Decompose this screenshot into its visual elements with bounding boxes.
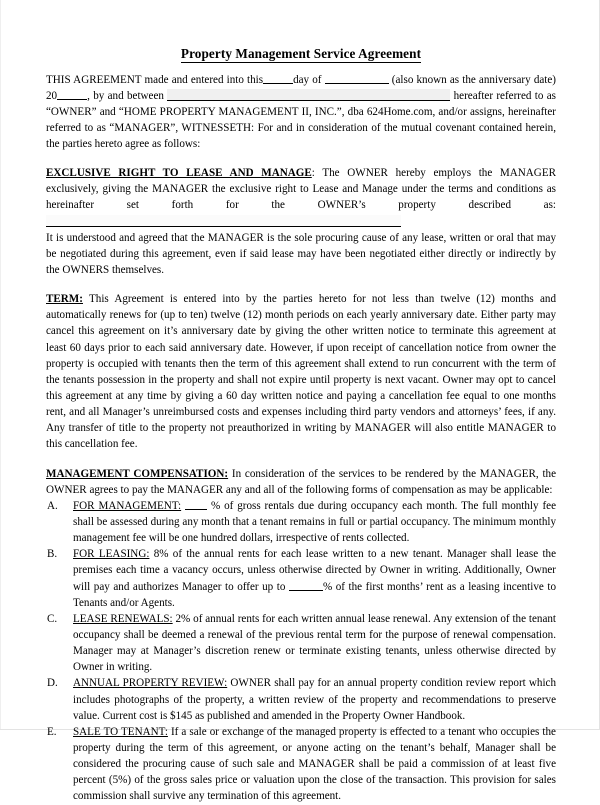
list-item-text: % of gross rentals due during occupancy each month. The full monthly fee shall be assessed during any month that a tenant remains in full or partial occupancy. The minimum monthly management fee will be one hundred dollars, irrespective of rents collected. [73, 499, 557, 545]
section-management-compensation-heading: MANAGEMENT COMPENSATION: [46, 467, 229, 480]
spacer [46, 152, 556, 165]
intro-line-c: (also known as the anniversary date) 20 [46, 73, 556, 102]
list-item-marker: D. [47, 677, 58, 690]
year-blank[interactable] [57, 88, 87, 99]
section-exclusive-right-body2: It is understood and agreed that the MANAGER is the sole procuring cause of any lease, written or oral that may be negotiated during this agreement, even if said lease may have been negotiated either directly or indirectly by the OWNERS themselves. [46, 231, 556, 277]
list-item [46, 611, 556, 676]
list-item-label: LEASE RENEWALS: [73, 612, 173, 625]
day-blank[interactable] [263, 72, 293, 83]
list-item-text: 2% of annual rents for each written annual lease renewal. Any extension of the tenant occupancy shall be deemed a renewal of the previous rental term for the purpose of renewal compensation. Manager may at Manager’s discretion renew or terminate existing tenants, unless otherwise directed by Owner in writing. [73, 612, 557, 674]
list-item [46, 675, 556, 723]
section-management-compensation-body: In consideration of the services to be rendered by the MANAGER, the OWNER agrees to pay the MANAGER any and all of the following forms of compensation as may be applicable: [46, 467, 556, 496]
list-item-label: FOR LEASING: [73, 548, 150, 561]
list-item-text: If a sale or exchange of the managed property is effected to a tenant who occupies the property during the term of this agreement, or anyone acting on the tenant’s behalf, Manager shall be considered the procuring cause of such sale and MANAGER shall be paid a commission of at least five percent (5%) of the gross sales price or valuation upon the close of the transaction. This provision for sales commission shall survive any termination of this agreement. [73, 725, 556, 803]
section-exclusive-right-heading: EXCLUSIVE RIGHT TO LEASE AND MANAGE [46, 167, 312, 180]
section-term-heading: TERM: [46, 293, 83, 306]
list-item-marker: A. [47, 499, 58, 512]
compensation-list [46, 498, 556, 805]
intro-line-d: , by and between [87, 89, 164, 102]
management-percent-blank[interactable] [185, 499, 207, 510]
intro-line-b: day of [293, 73, 322, 86]
page-title [46, 46, 556, 63]
intro-line-e: hereafter referred to as “OWNER” and “HOME PROPERTY MANAGEMENT II, INC.”, dba 624Home.com, and/or assigns, hereinafter referred to as “MANAGER”, WITNESSETH: For and in consideration of the mutual covenant contained herein, the parties hereto agree as follows: [46, 89, 556, 151]
list-item [46, 498, 556, 546]
section-management-compensation [46, 466, 556, 498]
intro-line-a: THIS AGREEMENT made and entered into this [46, 73, 264, 86]
list-item [46, 724, 556, 805]
list-item-marker: E. [47, 725, 57, 738]
document-body [46, 46, 556, 805]
leasing-incentive-percent-blank[interactable] [289, 579, 323, 590]
section-term-body: This Agreement is entered into by the parties hereto for not less than twelve (12) months and automatically renews for (up to ten) twelve (12) month periods on each yearly anniversary date. Either party may cancel this agreement on it’s anniversary date by giving the other written notice to terminate this agreement at least 60 days prior to each said anniversary date. However, if upon receipt of cancellation notice from owner the property is occupied with tenants then the term of this agreement shall extend to run concurrent with the term of the tenants possession in the property and shall not expire until property is next vacant. Owner may opt to cancel this agreement at any time by giving a 60 day written notice and paying a cancellation fee equal to one months rent, and all Manager’s unreimbursed costs and expenses including third party vendors and attorneys’ fees, if any. Any transfer of title to the property not preauthorized in writing by MANAGER will also entitle MANAGER to this cancellation fee. [46, 293, 556, 451]
list-item-marker: B. [47, 548, 58, 561]
section-exclusive-right-body: The OWNER hereby employs the MANAGER exclusively, giving the MANAGER the exclusive right to Lease and Manage under the terms and conditions as hereinafter set forth for the OWNER’s property described as: [46, 167, 556, 212]
page-title-text: Property Management Service Agreement [180, 46, 422, 61]
list-item-label: SALE TO TENANT: [73, 725, 168, 738]
month-blank[interactable] [325, 72, 389, 83]
list-item-label: FOR MANAGEMENT: [73, 499, 182, 512]
section-exclusive-right [46, 165, 556, 230]
list-item-text: OWNER shall pay for an annual property condition review report which includes photographs of the property, a written review of the property and recommendations to preserve value. Current cost is $145 as published and amended in the Property Owner Handbook. [73, 677, 557, 722]
intro-paragraph [46, 72, 556, 153]
list-item-text: 8% of the annual rents for each lease written to a new tenant. Manager shall lease the premises each time a vacancy occurs, unless otherwise directed by Owner in writing. Additionally, Owner will pay and authorizes Manager to offer up to [73, 548, 556, 593]
list-item-text-2: % of the first months’ rent as a leasing incentive to Tenants and/or Agents. [73, 580, 556, 609]
list-item [46, 546, 556, 611]
spacer [46, 278, 556, 291]
list-item-marker: C. [47, 612, 58, 625]
list-item-label: ANNUAL PROPERTY REVIEW: [73, 677, 228, 690]
owner-name-blank[interactable] [167, 89, 450, 101]
spacer [46, 453, 556, 466]
section-exclusive-right-colon: : [311, 167, 315, 180]
property-description-blank[interactable] [46, 215, 401, 227]
section-term [46, 291, 556, 452]
